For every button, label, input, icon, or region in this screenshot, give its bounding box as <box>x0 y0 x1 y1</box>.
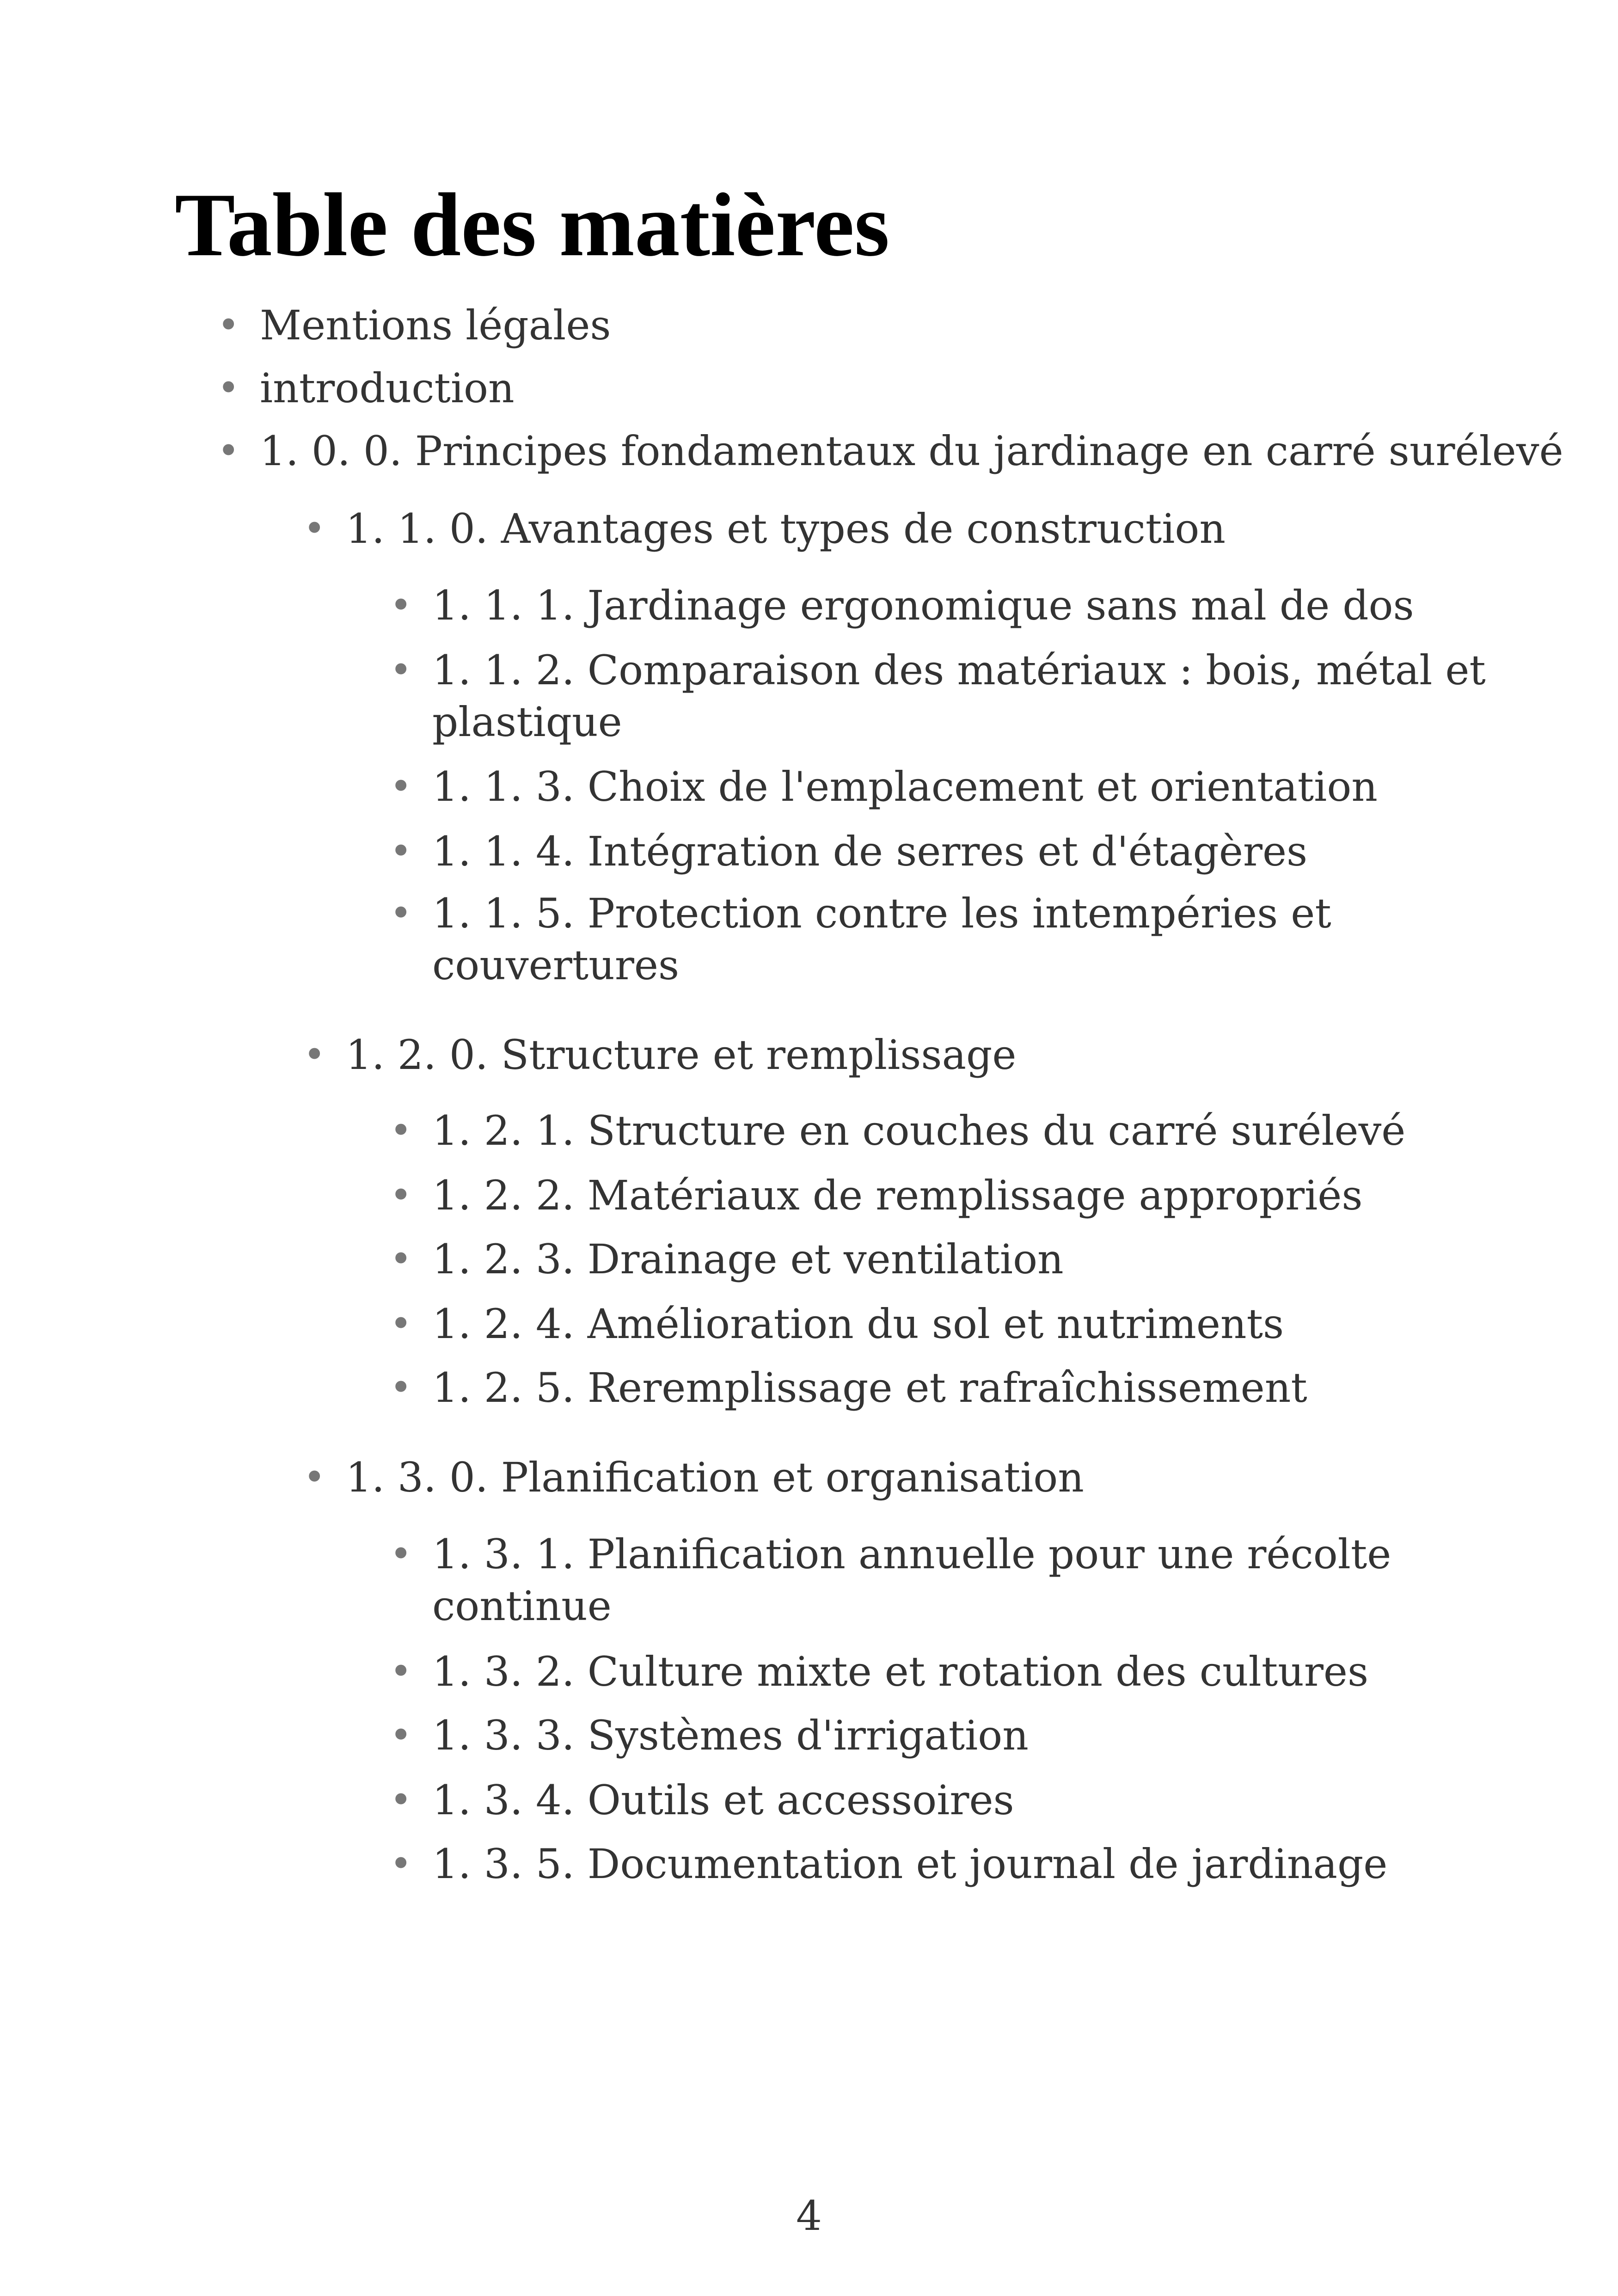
bullet-icon: • <box>390 583 412 627</box>
toc-item-1-2-0[interactable] <box>303 1029 1017 1081</box>
bullet-icon: • <box>217 429 240 473</box>
toc-item-1-1-2[interactable] <box>390 645 1486 748</box>
toc-item-1-2-1[interactable] <box>390 1105 1406 1157</box>
toc-item-1-3-1[interactable] <box>390 1529 1391 1632</box>
toc-item-label: 1. 3. 2. Culture mixte et rotation des cultures <box>432 1648 1369 1695</box>
bullet-icon: • <box>390 1713 412 1757</box>
bullet-icon: • <box>390 891 412 935</box>
toc-item-label: 1. 1. 1. Jardinage ergonomique sans mal de dos <box>432 582 1414 629</box>
toc-item-label: 1. 3. 1. Planification annuelle pour une récolte <box>432 1530 1391 1578</box>
toc-item-mentions-legales[interactable] <box>217 300 611 351</box>
toc-item-label: 1. 1. 3. Choix de l'emplacement et orientation <box>432 763 1378 810</box>
bullet-icon: • <box>390 1173 412 1217</box>
toc-item-1-3-0[interactable] <box>303 1452 1084 1504</box>
bullet-icon: • <box>390 829 412 873</box>
toc-item-1-1-1[interactable] <box>390 580 1414 632</box>
toc-item-label: 1. 2. 2. Matériaux de remplissage appropriés <box>432 1172 1363 1219</box>
toc-item-label: 1. 3. 0. Planification et organisation <box>346 1454 1084 1501</box>
toc-item-label: 1. 0. 0. Principes fondamentaux du jardinage en carré surélevé <box>260 427 1563 475</box>
bullet-icon: • <box>390 648 412 692</box>
toc-item-label-continued: couvertures <box>432 941 680 989</box>
page-title: Table des matières <box>175 175 890 275</box>
toc-item-1-3-2[interactable] <box>390 1646 1369 1698</box>
toc-item-1-1-0[interactable] <box>303 503 1226 555</box>
bullet-icon: • <box>303 1455 326 1499</box>
bullet-icon: • <box>303 507 326 551</box>
bullet-icon: • <box>390 1366 412 1410</box>
bullet-icon: • <box>390 1302 412 1346</box>
toc-item-1-3-3[interactable] <box>390 1710 1029 1762</box>
toc-item-label: Mentions légales <box>260 301 611 349</box>
toc-item-label: 1. 1. 2. Comparaison des matériaux : bois, métal et <box>432 646 1486 694</box>
toc-item-label: 1. 2. 1. Structure en couches du carré surélevé <box>432 1107 1406 1154</box>
toc-item-1-2-3[interactable] <box>390 1234 1064 1285</box>
toc-item-label: 1. 1. 0. Avantages et types de construction <box>346 505 1226 553</box>
toc-item-1-2-5[interactable] <box>390 1362 1307 1414</box>
toc-item-1-1-4[interactable] <box>390 826 1308 878</box>
bullet-icon: • <box>217 303 240 347</box>
toc-item-label: 1. 3. 3. Systèmes d'irrigation <box>432 1712 1029 1759</box>
toc-item-label: 1. 2. 0. Structure et remplissage <box>346 1031 1017 1079</box>
toc-item-label: 1. 2. 5. Reremplissage et rafraîchissement <box>432 1364 1307 1412</box>
toc-item-1-2-4[interactable] <box>390 1298 1284 1350</box>
bullet-icon: • <box>390 1237 412 1281</box>
bullet-icon: • <box>303 1033 326 1077</box>
bullet-icon: • <box>390 1778 412 1822</box>
toc-item-1-3-4[interactable] <box>390 1774 1014 1826</box>
toc-item-1-2-2[interactable] <box>390 1170 1363 1222</box>
toc-item-label: 1. 1. 4. Intégration de serres et d'étagères <box>432 828 1308 875</box>
toc-item-1-3-5[interactable] <box>390 1838 1388 1890</box>
toc-item-label-continued: plastique <box>432 698 622 746</box>
toc-item-1-0-0[interactable] <box>217 425 1563 477</box>
page-number: 4 <box>796 2192 822 2240</box>
bullet-icon: • <box>217 366 240 410</box>
toc-item-label-continued: continue <box>432 1582 612 1630</box>
bullet-icon: • <box>390 1650 412 1694</box>
toc-item-label: 1. 2. 4. Amélioration du sol et nutriments <box>432 1300 1284 1348</box>
toc-item-label: 1. 2. 3. Drainage et ventilation <box>432 1235 1064 1283</box>
toc-item-label: introduction <box>260 364 515 412</box>
toc-item-label: 1. 3. 5. Documentation et journal de jardinage <box>432 1840 1388 1888</box>
bullet-icon: • <box>390 1842 412 1886</box>
bullet-icon: • <box>390 765 412 809</box>
toc-item-1-1-5[interactable] <box>390 888 1331 991</box>
toc-item-introduction[interactable] <box>217 362 515 414</box>
bullet-icon: • <box>390 1532 412 1576</box>
toc-item-label: 1. 1. 5. Protection contre les intempéries et <box>432 890 1331 937</box>
toc-item-label: 1. 3. 4. Outils et accessoires <box>432 1776 1014 1824</box>
toc-item-1-1-3[interactable] <box>390 761 1378 813</box>
bullet-icon: • <box>390 1109 412 1153</box>
